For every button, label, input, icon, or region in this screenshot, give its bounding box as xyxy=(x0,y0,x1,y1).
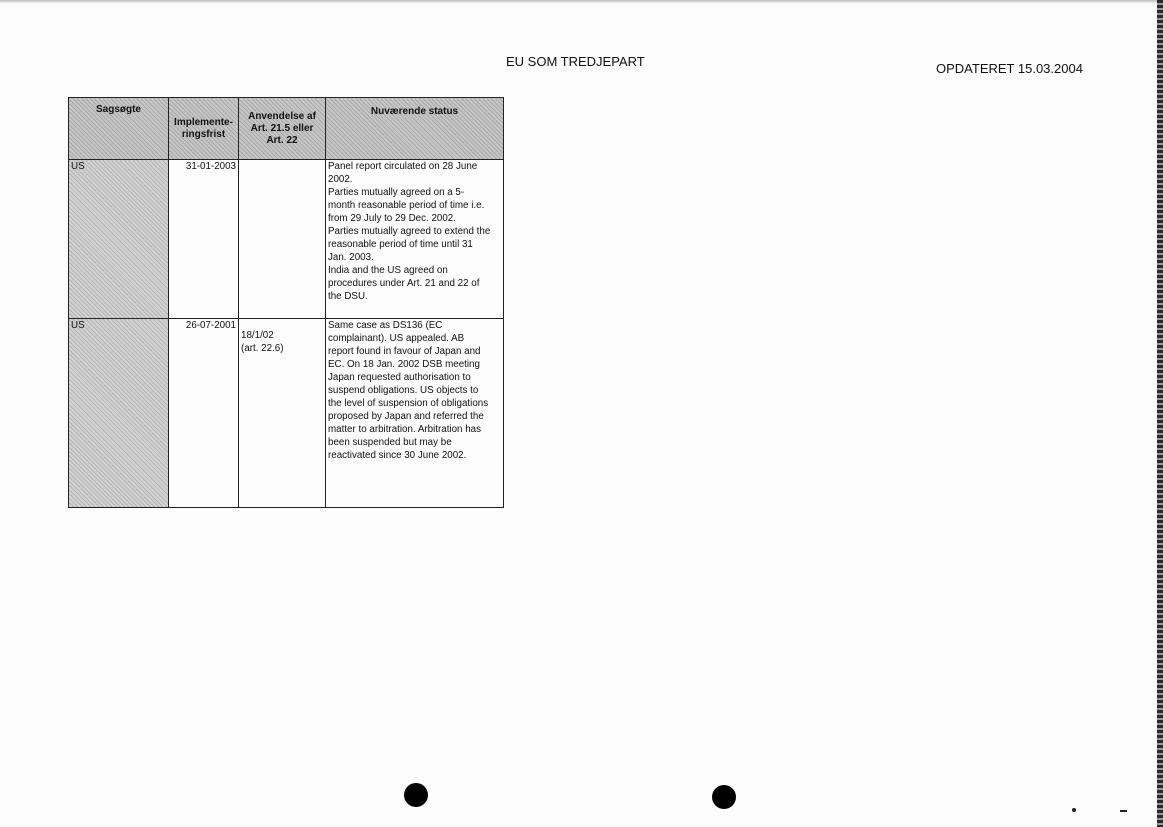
status-line: been suspended but may be xyxy=(328,437,452,448)
document-title: EU SOM TREDJEPART xyxy=(506,54,645,69)
table-row xyxy=(69,319,504,508)
defendant-cell: US xyxy=(69,160,169,319)
scan-speck xyxy=(1120,810,1127,812)
status-line: suspend obligations. US objects to xyxy=(328,385,479,396)
article-line: 18/1/02 xyxy=(241,330,274,341)
deadline-cell: 26-07-2001 xyxy=(169,319,239,508)
article-cell xyxy=(239,160,326,319)
article-line: (art. 22.6) xyxy=(241,343,284,354)
status-line: EC. On 18 Jan. 2002 DSB meeting xyxy=(328,359,480,370)
status-line: Parties mutually agreed to extend the xyxy=(328,226,491,237)
status-line: from 29 July to 29 Dec. 2002. xyxy=(328,213,456,224)
status-line: the DSU. xyxy=(328,291,368,302)
status-line: Jan. 2003. xyxy=(328,252,374,263)
status-line: reasonable period of time until 31 xyxy=(328,239,473,250)
status-line: India and the US agreed on xyxy=(328,265,448,276)
status-line: complainant). US appealed. AB xyxy=(328,333,465,344)
column-header-status: Nuværende status xyxy=(326,98,504,160)
scan-speck xyxy=(1072,808,1076,812)
status-line: report found in favour of Japan and xyxy=(328,346,481,357)
status-line: Japan requested authorisation to xyxy=(328,372,471,383)
status-table xyxy=(68,97,504,508)
article-spacer xyxy=(241,319,323,329)
column-header-article: Anvendelse af Art. 21.5 eller Art. 22 xyxy=(239,98,326,160)
deadline-cell: 31-01-2003 xyxy=(169,160,239,319)
table-header-row xyxy=(69,98,504,160)
status-cell xyxy=(326,160,504,319)
page-top-edge xyxy=(0,0,1163,3)
status-line: Same case as DS136 (EC xyxy=(328,320,443,331)
article-cell xyxy=(239,319,326,508)
status-line: 2002. xyxy=(328,174,353,185)
column-header-deadline: Implemente-ringsfrist xyxy=(169,98,239,160)
table-row xyxy=(69,160,504,319)
column-header-defendant: Sagsøgte xyxy=(69,98,169,160)
updated-date: OPDATERET 15.03.2004 xyxy=(936,61,1083,76)
defendant-cell: US xyxy=(69,319,169,508)
status-line: Parties mutually agreed on a 5- xyxy=(328,187,465,198)
punch-hole-right xyxy=(712,785,736,809)
status-line: procedures under Art. 21 and 22 of xyxy=(328,278,480,289)
status-line: Panel report circulated on 28 June xyxy=(328,161,478,172)
scan-right-edge xyxy=(1157,0,1163,827)
status-line: proposed by Japan and referred the xyxy=(328,411,484,422)
status-line: matter to arbitration. Arbitration has xyxy=(328,424,482,435)
status-line: reactivated since 30 June 2002. xyxy=(328,450,467,461)
status-line: the level of suspension of obligations xyxy=(328,398,489,409)
status-cell xyxy=(326,319,504,508)
status-line: month reasonable period of time i.e. xyxy=(328,200,485,211)
punch-hole-left xyxy=(404,783,428,807)
